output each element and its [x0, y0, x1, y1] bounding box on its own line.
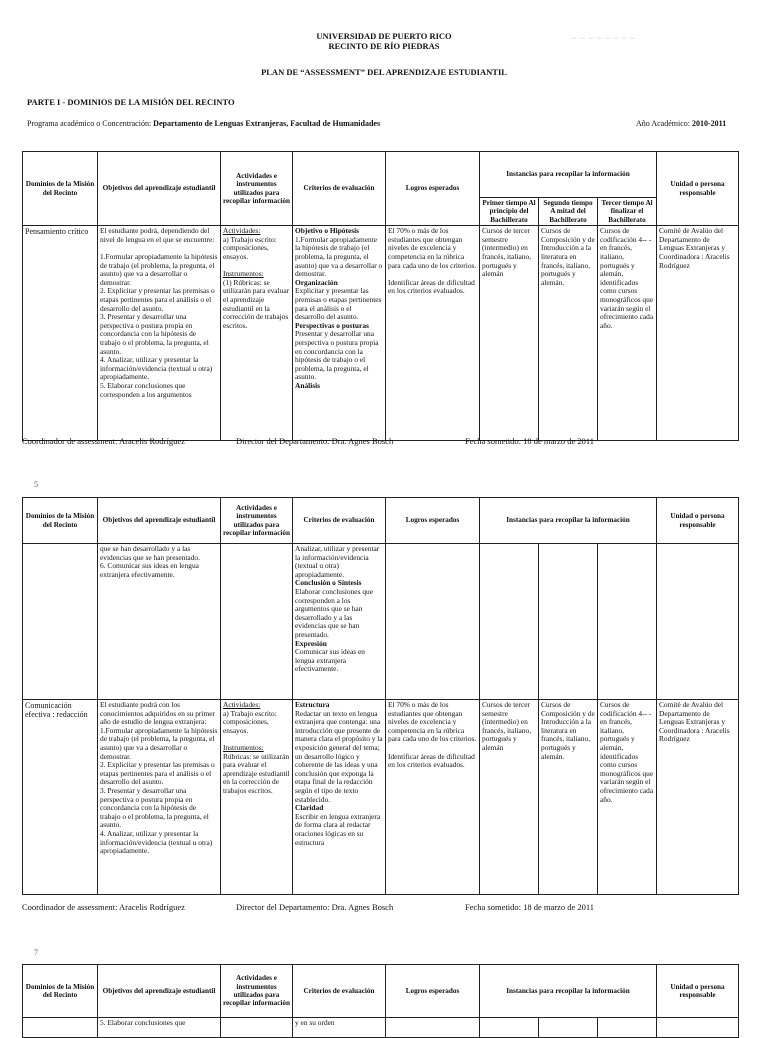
cell-criterios-cont: y en su orden — [293, 1018, 386, 1038]
cell-actividades — [221, 700, 293, 895]
cell-unidad: Comité de Avalúo del Departamento de Lenguas Extranjeras y Coordinadora : Aracelis Rodríguez — [657, 700, 739, 895]
col-dominios: Dominios de la Misión del Recinto — [23, 965, 98, 1018]
cell-dominio-cont — [23, 544, 98, 700]
footer-director: Director del Departamento: Dra. Agnes Bosch — [236, 436, 394, 446]
col-actividades: Actividades e instrumentos utilizados para recopilar información — [221, 965, 293, 1018]
footer-date: Fecha sometido: 18 de marzo de 2011 — [465, 436, 595, 446]
crit-heading: Expresión — [295, 638, 327, 648]
cell-tiempo3: Cursos de codificación 4-- - en francés, italiano, portugués y alemán, identificados como cursos monográficos que variarán según el ofrecimiento cada año. — [598, 700, 657, 895]
cell-actividades — [221, 226, 293, 441]
inst-text: (1) Rúbricas: se utilizarán para evaluar el aprendizaje estudiantil en la corrección de trabajos escritos. — [223, 277, 290, 330]
program-value: Departamento de Lenguas Extranjeras, Facultad de Humanidades — [153, 119, 381, 128]
cell-tiempo2: Cursos de Composición y de Introducción a la literatura en francés, italiano, portugués y alemán. — [539, 226, 598, 441]
cell-objetivos-cont: 5. Elaborar conclusiones que — [98, 1018, 221, 1038]
cell-unidad: Comité de Avalúo del Departamento de Lenguas Extranjeras y Coordinadora : Aracelis Rodríguez — [657, 226, 739, 441]
assessment-table-page3 — [22, 964, 738, 1038]
cell-tiempo1: Cursos de tercer semestre (intermedio) en francés, italiano, portugués y alemán — [480, 700, 539, 895]
year-label: Año Académico: — [636, 119, 690, 128]
crit-text: Analizar, utilizar y presentar la información/evidencia (textual u otra) apropiadamente. — [295, 544, 380, 579]
col-logros: Logros esperados — [386, 965, 480, 1018]
col-objetivos: Objetivos del aprendizaje estudiantil — [98, 152, 221, 226]
crit-heading: Organización — [295, 277, 338, 287]
footer-coordinator: Coordinador de assessment: Aracelis Rodríguez — [22, 902, 185, 912]
faint-stamp: ~ ~ ~ ~ ~ ~ ~ ~ — [572, 34, 636, 43]
inst-label: Instrumentos: — [223, 742, 264, 752]
crit-text: Presentar y desarrollar una perspectiva o postura propia en concordancia con la hipótesis de trabajo o el problema, la pregunta, el asunto. — [295, 329, 379, 382]
cell-logros-cont — [386, 544, 480, 700]
cell-dominio: Pensamiento crítico — [23, 226, 98, 441]
col-inst-segundo: Segundo tiempo A mitad del Bachillerato — [539, 198, 598, 226]
footer-director: Director del Departamento: Dra. Agnes Bosch — [236, 902, 394, 912]
cell-objetivos-cont: que se han desarrollado y a las evidencias que se han presentado. 6. Comunicar sus ideas en lengua extranjera efectivamente. — [98, 544, 221, 700]
cell-unidad-cont — [657, 544, 739, 700]
act-text: a) Trabajo escrito: composiciones, ensayos. — [223, 708, 277, 735]
cell-criterios — [293, 226, 386, 441]
cell-actividades-cont — [221, 544, 293, 700]
crit-text: Redactar un texto en lengua extranjera que contenga: una introducción que presente de manera clara el propósito y la exposición general del tema; un desarrollo lógico y coherente de las ideas y una conclusión que exponga la etapa final de la redacción según el tipo de texto establecido. — [295, 708, 383, 804]
act-label: Actividades: — [223, 700, 261, 709]
cell-dominio: Comunicación efectiva : redacción — [23, 700, 98, 895]
page-mark-3: 7 — [34, 948, 38, 957]
crit-heading: Objetivo o Hipótesis — [295, 226, 360, 236]
crit-heading: Análisis — [295, 380, 321, 390]
cell-tiempo2-cont — [539, 1018, 598, 1038]
crit-text: Escribir en lengua extranjera de forma clara al redactar oraciones lógicas en su estructura — [295, 811, 381, 847]
crit-heading: Estructura — [295, 700, 330, 709]
page-mark-2: 5 — [34, 480, 38, 489]
cell-tiempo3: Cursos de codificación 4-- - en francés, italiano, portugués y alemán, identificados como cursos monográficos que variarán según el ofrecimiento cada año. — [598, 226, 657, 441]
col-unidad: Unidad o persona responsable — [657, 965, 739, 1018]
academic-year — [636, 119, 726, 128]
program-line — [27, 119, 380, 128]
year-value: 2010-2011 — [691, 119, 727, 128]
crit-text: 1.Formular apropiadamente la hipótesis de trabajo (el problema, la pregunta, el asunto) que va a desarrollar o demostrar. — [295, 234, 383, 279]
part-title: PARTE I - DOMINIOS DE LA MISIÓN DEL RECINTO — [27, 97, 235, 107]
col-criterios: Criterios de evaluación — [293, 965, 386, 1018]
cell-objetivos: El estudiante podrá, dependiendo del nivel de lengua en el que se encuentre: 1.Formular apropiadamente la hipótesis de trabajo (el problema, la pregunta, el asunto) que va a desarrollar o demostrar. 2. Explicitar y presentar las premisas o etapas pertinentes para el análisis o el desarrollo del asunto. 3. Presentar y desarrollar una perspectiva o postura propia en concordancia con la hipótesis de trabajo o el problema, la pregunta, el asunto. 4. Analizar, utilizar y presentar la información/evidencia (textual u otra) apropiadamente. 5. Elaborar conclusiones que corresponden a los argumentos — [98, 226, 221, 441]
cell-logros: El 70% o más de los estudiantes que obtengan niveles de excelencia y competencia en la rúbrica para cada uno de los criterios. Identificar áreas de dificultad en los criterios evaluados. — [386, 226, 480, 441]
cell-tiempo2-cont — [539, 544, 598, 700]
inst-text: Rúbricas: se utilizarán para evaluar el aprendizaje estudiantil en la corrección de trabajos escritos. — [223, 751, 290, 795]
plan-title: PLAN DE “ASSESSMENT” DEL APRENDIZAJE ESTUDIANTIL — [261, 67, 507, 77]
campus-name: RECINTO DE RÍO PIEDRAS — [328, 41, 440, 51]
col-criterios: Criterios de evaluación — [293, 498, 386, 544]
assessment-table-page1 — [22, 151, 738, 441]
col-instancias: Instancias para recopilar la información — [480, 498, 657, 544]
col-actividades: Actividades e instrumentos utilizados para recopilar información — [221, 152, 293, 226]
col-objetivos: Objetivos del aprendizaje estudiantil — [98, 965, 221, 1018]
cell-logros: El 70% o más de los estudiantes que obtengan niveles de excelencia y competencia en la rúbrica para cada uno de los criterios. Identificar áreas de dificultad en los criterios evaluados. — [386, 700, 480, 895]
act-text: a) Trabajo escrito: composiciones, ensayos. — [223, 234, 277, 261]
cell-criterios-cont — [293, 544, 386, 700]
cell-actividades-cont — [221, 1018, 293, 1038]
program-label: Programa académico o Concentración: — [27, 119, 152, 128]
col-instancias: Instancias para recopilar la información — [480, 965, 657, 1018]
col-unidad: Unidad o persona responsable — [657, 498, 739, 544]
col-actividades: Actividades e instrumentos utilizados para recopilar información — [221, 498, 293, 544]
cell-tiempo1-cont — [480, 544, 539, 700]
cell-logros-cont — [386, 1018, 480, 1038]
crit-heading: Perspectivas o posturas — [295, 320, 369, 330]
col-instancias: Instancias para recopilar la información — [480, 152, 657, 198]
cell-tiempo1: Cursos de tercer semestre (intermedio) en francés, italiano, portugués y alemán — [480, 226, 539, 441]
col-criterios: Criterios de evaluación — [293, 152, 386, 226]
col-inst-tercer: Tercer tiempo Al finalizar el Bachillerato — [598, 198, 657, 226]
crit-heading: Conclusión o Síntesis — [295, 578, 362, 588]
col-objetivos: Objetivos del aprendizaje estudiantil — [98, 498, 221, 544]
cell-dominio-cont — [23, 1018, 98, 1038]
cell-unidad-cont — [657, 1018, 739, 1038]
assessment-table-page2 — [22, 497, 738, 895]
university-name: UNIVERSIDAD DE PUERTO RICO — [316, 31, 452, 41]
cell-criterios — [293, 700, 386, 895]
footer-date: Fecha sometido: 18 de marzo de 2011 — [465, 902, 595, 912]
cell-objetivos: El estudiante podrá con los conocimientos adquiridos en su primer año de estudio de lengua extranjera: 1.Formular apropiadamente la hipótesis de trabajo (el problema, la pregunta, el asunto) que va a desarrollar o demostrar. 2. Explicitar y presentar las premisas o etapas pertinentes para el análisis o el desarrollo del asunto. 3. Presentar y desarrollar una perspectiva o postura propia en concordancia con la hipótesis de trabajo o el problema, la pregunta, el asunto. 4. Analizar, utilizar y presentar la información/evidencia (textual u otra) apropiadamente. — [98, 700, 221, 895]
crit-text: Explicitar y presentar las premisas o etapas pertinentes para el análisis o el desarrollo del asunto. — [295, 286, 382, 322]
col-dominios: Dominios de la Misión del Recinto — [23, 498, 98, 544]
footer-coordinator: Coordinador de assessment: Aracelis Rodríguez — [22, 436, 185, 446]
col-logros: Logros esperados — [386, 498, 480, 544]
cell-tiempo3-cont — [598, 544, 657, 700]
crit-text: Elaborar conclusiones que corresponden a los argumentos que se han desarrollado y a las evidencias que se han presentado. — [295, 586, 373, 639]
col-inst-primer: Primer tiempo Al principio del Bachillerato — [480, 198, 539, 226]
inst-label: Instrumentos: — [223, 269, 264, 279]
cell-tiempo1-cont — [480, 1018, 539, 1038]
crit-text: Comunicar sus ideas en lengua extranjera efectivamente. — [295, 647, 365, 674]
cell-tiempo3-cont — [598, 1018, 657, 1038]
cell-tiempo2: Cursos de Composición y de Introducción a la literatura en francés, italiano, portugués y alemán. — [539, 700, 598, 895]
act-label: Actividades: — [223, 226, 261, 236]
col-logros: Logros esperados — [386, 152, 480, 226]
crit-heading: Claridad — [295, 803, 324, 813]
col-unidad: Unidad o persona responsable — [657, 152, 739, 226]
col-dominios: Dominios de la Misión del Recinto — [23, 152, 98, 226]
